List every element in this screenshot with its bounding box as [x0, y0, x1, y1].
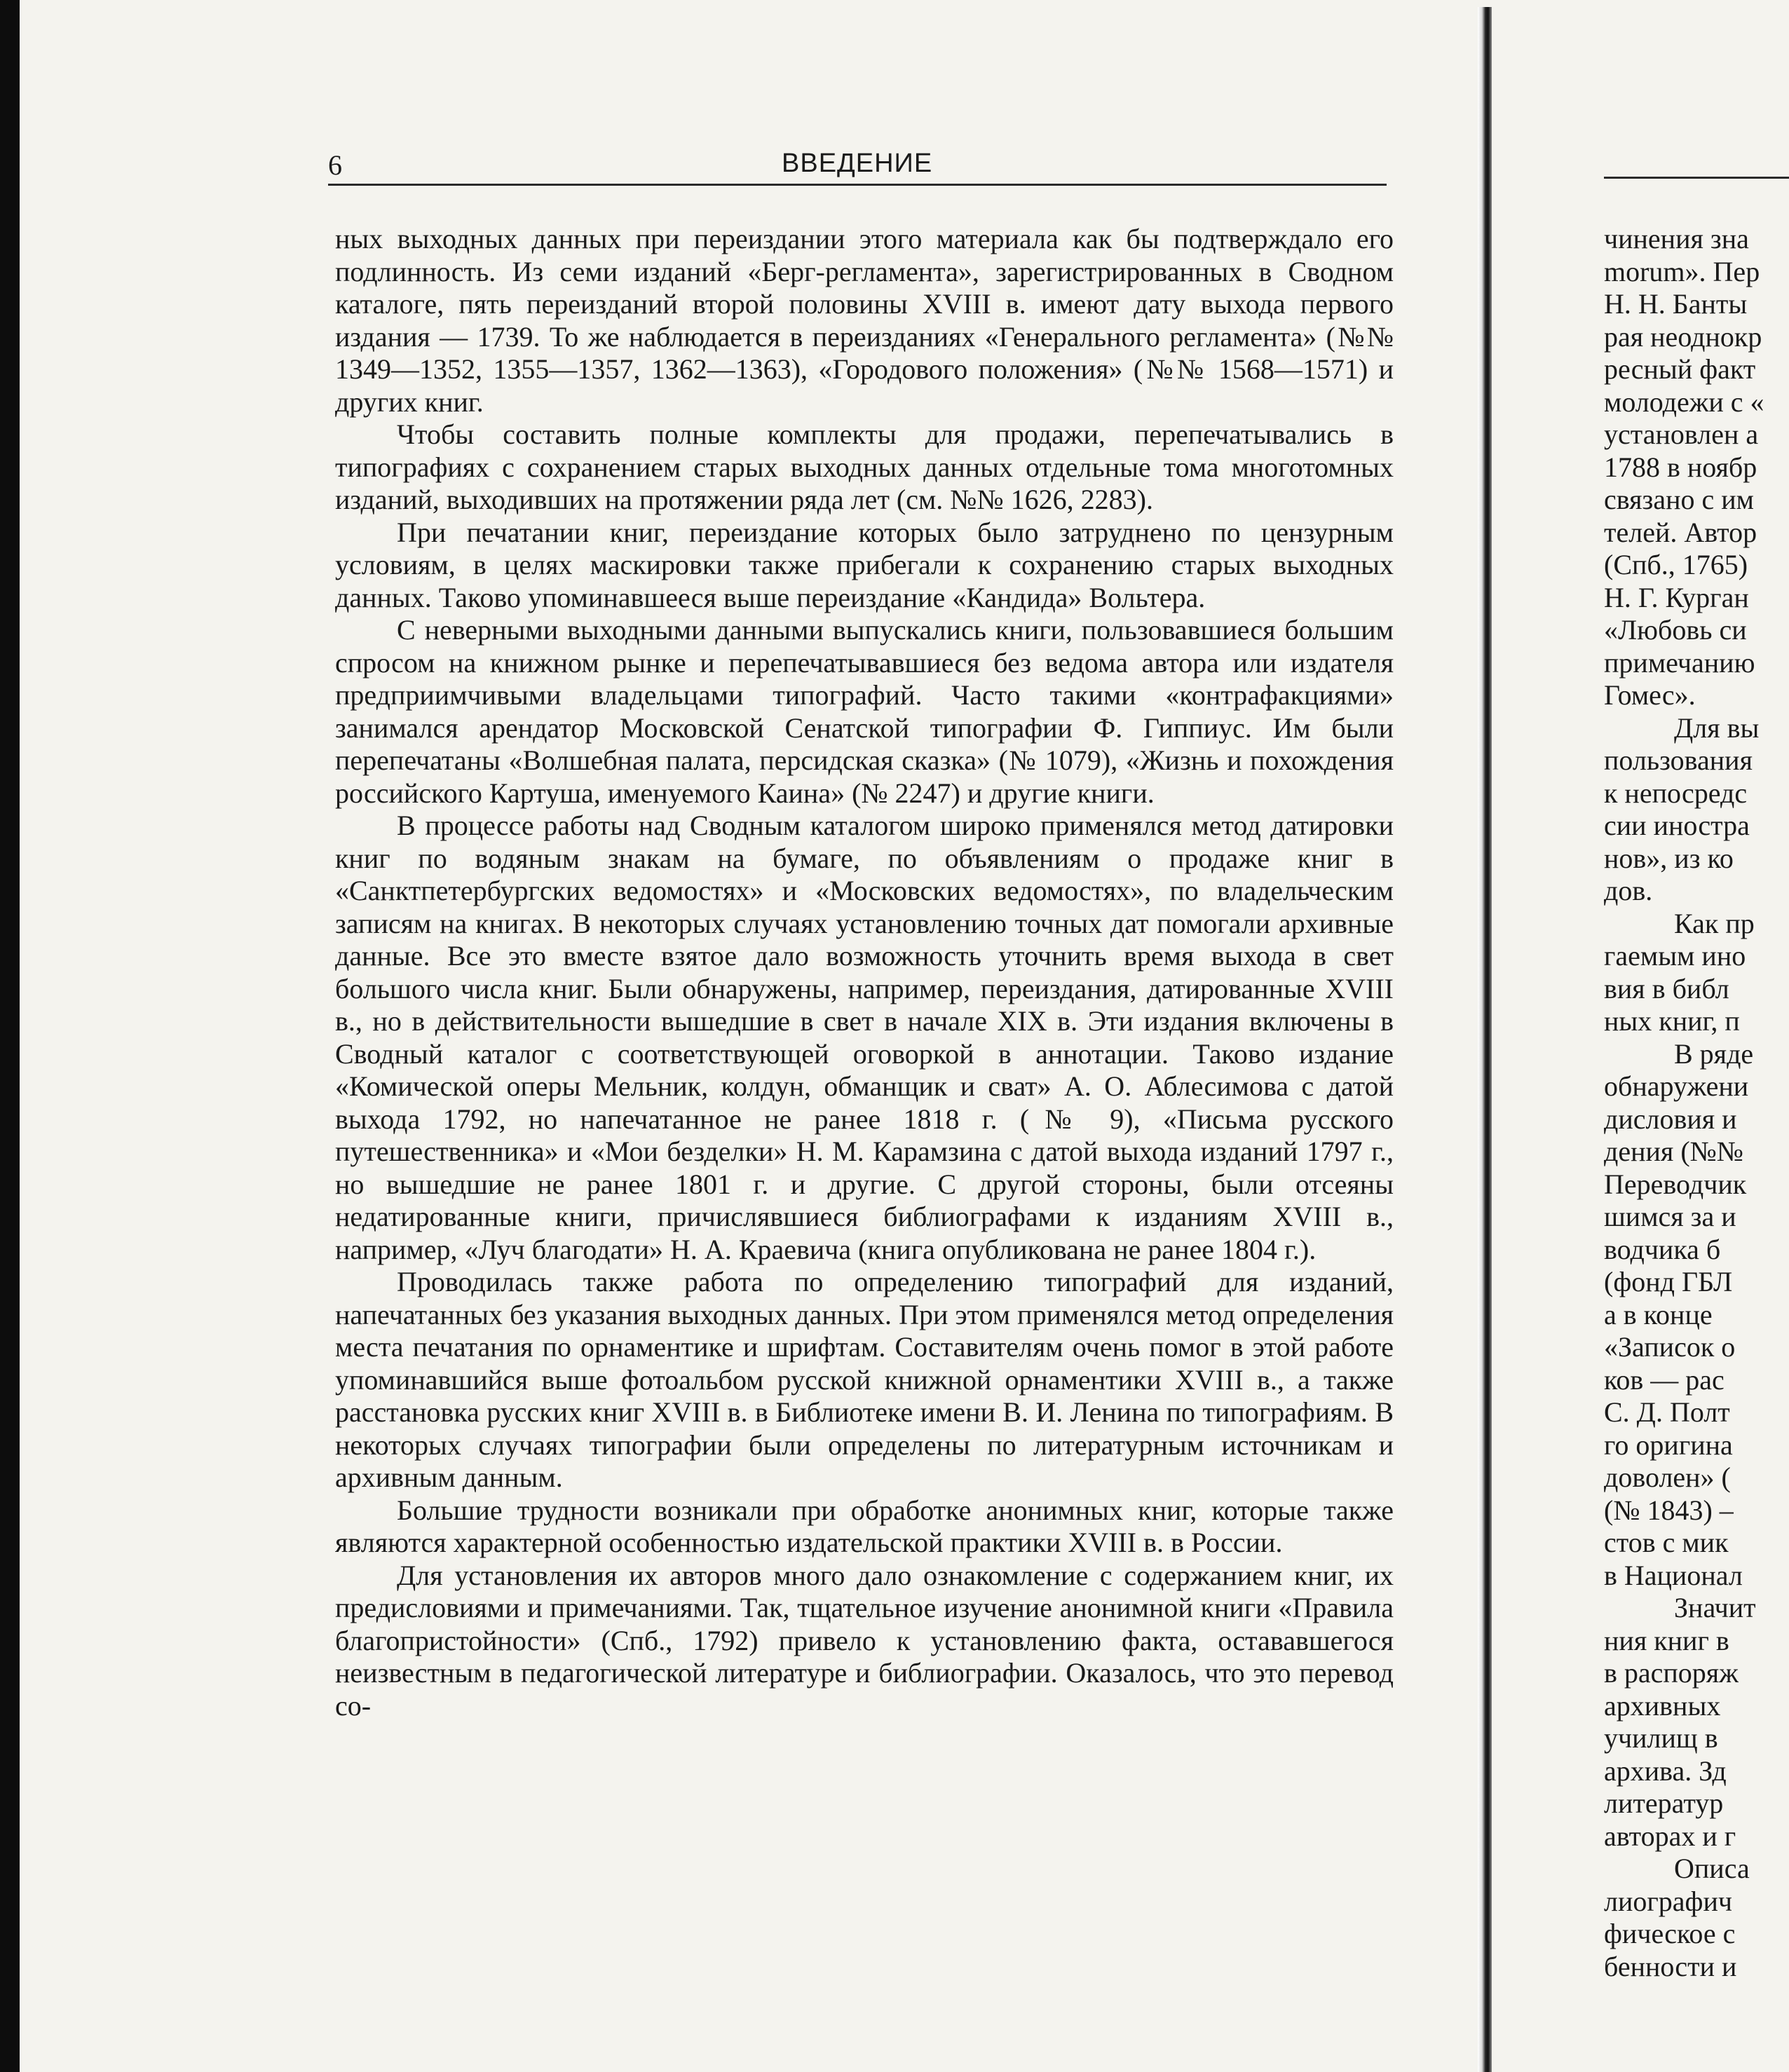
facing-line: ресный факт [1604, 353, 1756, 385]
facing-line: доволен» ( [1604, 1461, 1731, 1493]
facing-line: связано с им [1604, 484, 1754, 515]
facing-line: авторах и г [1604, 1820, 1736, 1852]
facing-line: гаемым ино [1604, 940, 1746, 972]
facing-line: чинения зна [1604, 223, 1749, 254]
page-number: 6 [328, 149, 342, 181]
facing-line: (фонд ГБЛ [1604, 1266, 1733, 1297]
facing-page-rule [1604, 177, 1789, 179]
facing-line: нов», из ко [1604, 842, 1734, 874]
facing-line: водчика б [1604, 1233, 1721, 1265]
paragraph: С неверными выходными данными выпускались книги, пользовавшиеся большим спросом на книжном рынке и перепечатывавшиеся без ведома автора или издателя предприимчивыми владельцами типографий. Часто такими «контрафакциями» занимался арендатор Московской Сенатской типографии Ф. Гиппиус. Им были перепечатаны «Волшебная палата, персидская сказка» (№ 1079), «Жизнь и похождения российского Картуша, именуемого Каина» (№ 2247) и другие книги. [335, 614, 1394, 809]
facing-line: шимся за и [1604, 1201, 1736, 1232]
facing-line: (Спб., 1765) [1604, 549, 1748, 580]
page-title: ВВЕДЕНИЕ [782, 149, 933, 178]
scan-left-edge [0, 0, 20, 2072]
facing-line: Н. Г. Курган [1604, 581, 1749, 613]
facing-line: телей. Автор [1604, 516, 1757, 548]
paragraph: При печатании книг, переиздание которых было затруднено по цензурным условиям, в целях маскировки также прибегали к сохранению старых выходных данных. Таково упоминавшееся выше переиздание «Кандида» Вольтера. [335, 516, 1394, 613]
facing-line: в распоряж [1604, 1657, 1739, 1689]
paragraph: Большие трудности возникали при обработке анонимных книг, которые также являются характерной особенностью издательской практики XVIII в. в России. [335, 1494, 1394, 1558]
facing-line: дения (№№ [1604, 1136, 1743, 1167]
facing-line: morum». Пер [1604, 255, 1760, 287]
paragraph: В процессе работы над Сводным каталогом широко применялся метод датировки книг по водяным знакам на бумаге, по объявлениям о продаже книг в «Санктпетербургских ведомостях» и «Московских ведомостях», по владельческим записям на книгах. В некоторых случаях установлению точных дат помогали архивные данные. Все это вместе взятое дало возможность уточнить время выхода в свет большого числа книг. Были обнаружены, например, переиздания, датированные XVIII в., но в действительности вышедшие в свет в начале XIX в. Эти издания включены в Сводный каталог с соответствующей оговоркой в аннотации. Таково издание «Комической оперы Мельник, колдун, обманщик и сват» А. О. Аблесимова с датой выхода 1792, но напечатанное не ранее 1818 г. (№ 9), «Письма русского путешественника» и «Мои безделки» Н. М. Карамзина с датой выхода изданий 1797 г., но вышедшие не ранее 1801 г. и другие. С другой стороны, были отсеяны недатированные книги, причислявшиеся библиографами к изданиям XVIII в., например, «Луч благодати» Н. А. Краевича (книга опубликована не ранее 1804 г.). [335, 810, 1394, 1265]
facing-line: училищ в [1604, 1722, 1718, 1754]
main-text-column [335, 223, 1394, 1722]
facing-line: фическое с [1604, 1918, 1736, 1949]
facing-line: к непосредс [1604, 777, 1748, 809]
facing-line: ных книг, п [1604, 1005, 1740, 1037]
facing-line: Как пр [1674, 907, 1755, 939]
facing-line: ков — рас [1604, 1363, 1725, 1396]
facing-line: Переводчик [1604, 1168, 1747, 1200]
facing-line: в Национал [1604, 1559, 1743, 1591]
facing-line: дисловия и [1604, 1103, 1737, 1135]
facing-line: архивных [1604, 1689, 1721, 1722]
facing-line: лиографич [1604, 1885, 1732, 1917]
paragraph: ных выходных данных при переиздании этого материала как бы подтверждало его подлинность. Из семи изданий «Берг-регламента», зарегистрированных в Сводном каталоге, пять переизданий второй половины XVIII в. имеют дату выхода первого издания — 1739. То же наблюдается в переизданиях «Генерального регламента» (№№ 1349—1352, 1355—1357, 1362—1363), «Городового положения» (№№ 1568—1571) и других книг. [335, 223, 1394, 418]
facing-line: Н. Н. Банты [1604, 288, 1748, 320]
facing-line: сии иностра [1604, 810, 1750, 841]
facing-line: примечанию [1604, 646, 1755, 679]
facing-line: С. Д. Полт [1604, 1396, 1730, 1428]
facing-line: молодежи с « [1604, 386, 1764, 418]
facing-line: 1788 в ноябр [1604, 451, 1757, 483]
facing-line: го оригина [1604, 1429, 1733, 1461]
facing-line: установлен а [1604, 418, 1759, 450]
header-rule [328, 184, 1387, 186]
facing-line: вия в библ [1604, 972, 1729, 1004]
paragraph: Для установления их авторов много дало ознакомление с содержанием книг, их предисловиями и примечаниями. Так, тщательное изучение анонимной книги «Правила благопристойности» (Спб., 1792) привело к установлению факта, остававшегося неизвестным в педагогической литературе и библиографии. Оказалось, что это перевод со- [335, 1559, 1394, 1722]
facing-line: бенности и [1604, 1950, 1737, 1982]
paragraph: Чтобы составить полные комплекты для продажи, перепечатывались в типографиях с сохранением старых выходных данных отдельные тома многотомных изданий, выходивших на протяжении ряда лет (см. №№ 1626, 2283). [335, 418, 1394, 515]
facing-line: а в конце [1604, 1298, 1713, 1330]
facing-line: В ряде [1674, 1037, 1754, 1070]
book-gutter [1478, 7, 1492, 2072]
facing-line: дов. [1604, 875, 1653, 906]
facing-line: «Записок о [1604, 1331, 1736, 1363]
facing-line: обнаружени [1604, 1070, 1749, 1102]
facing-line: Значит [1674, 1592, 1756, 1623]
facing-page-column [1604, 223, 1789, 1983]
facing-line: Гомес». [1604, 679, 1696, 711]
facing-line: (№ 1843) – [1604, 1494, 1734, 1526]
facing-line: «Любовь си [1604, 614, 1747, 646]
facing-line: архива. Зд [1604, 1754, 1727, 1787]
facing-line: стов с мик [1604, 1527, 1729, 1558]
facing-line: Описа [1674, 1853, 1750, 1884]
paragraph: Проводилась также работа по определению типографий для изданий, напечатанных без указания выходных данных. При этом применялся метод определения места печатания по орнаментике и шрифтам. Составителям очень помог в этой работе упоминавшийся выше фотоальбом русской книжной орнаментики XVIII в., а также расстановка русских книг XVIII в. в Библиотеке имени В. И. Ленина по типографиям. В некоторых случаях типографии были определены по литературным источникам и архивным данным. [335, 1266, 1394, 1493]
facing-line: ния книг в [1604, 1624, 1729, 1656]
facing-line: Для вы [1674, 711, 1760, 744]
facing-line: пользования [1604, 744, 1753, 776]
facing-line: рая неоднокр [1604, 320, 1762, 353]
facing-line: литератур [1604, 1787, 1724, 1819]
